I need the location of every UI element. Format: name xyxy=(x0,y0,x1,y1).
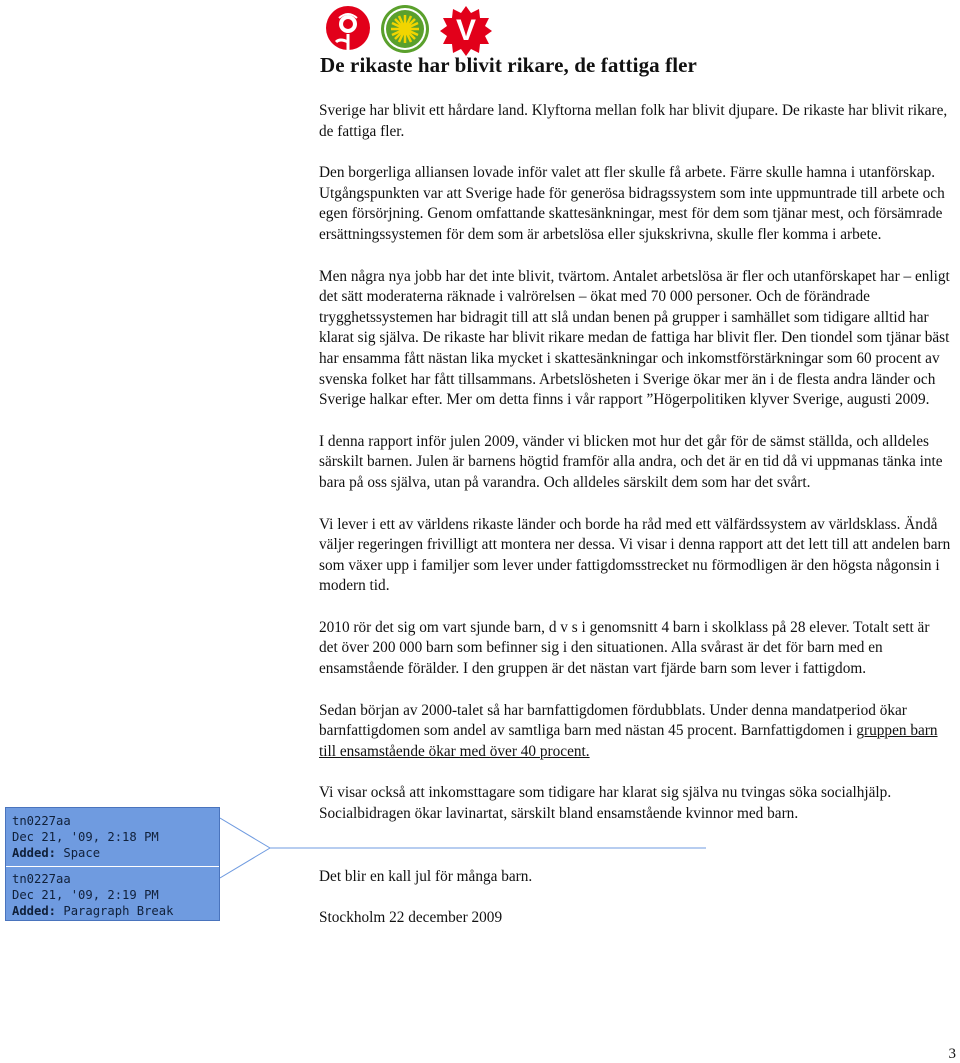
page-number: 3 xyxy=(948,1046,956,1062)
social-democrats-rose-logo xyxy=(322,4,374,56)
green-party-dandelion-logo xyxy=(378,4,432,56)
comment-action-label: Added: xyxy=(12,904,57,918)
comment-date: Dec 21, '09, 2:18 PM xyxy=(12,830,159,844)
paragraph-7 xyxy=(319,701,951,763)
paragraph-2: Den borgerliga alliansen lovade inför valet att fler skulle få arbete. Färre skulle hamna i utanförskap. Utgångspunkten var att Sverige hade för generösa bidragssystem som inte uppmuntrade till arbete och egen försörjning. Genom omfattande skattesänkningar, mest för dem som tjänar mest, och försämrade ersättningssystemen för dem som är arbetslösa eller sjukskrivna, skulle fler komma i arbete. xyxy=(319,164,945,243)
comment-connector-line xyxy=(220,815,720,885)
tracked-changes-balloon[interactable] xyxy=(5,807,220,921)
paragraph-6: 2010 rör det sig om vart sjunde barn, d v s i genomsnitt 4 barn i skolklass på 28 elever. Totalt sett är det över 200 000 barn som befinner sig i den situationen. Alla svårast är det för barn med en ensamstående förälder. I den gruppen är det nästan vart fjärde barn som lever i fattigdom. xyxy=(319,618,930,678)
comment-action-value: Space xyxy=(63,846,101,860)
paragraph-4: I denna rapport inför julen 2009, vänder vi blicken mot hur det går för de sämst ställda, och alldeles särskilt barnen. Julen är barnens högtid framför alla andra, och det är en tid då vi uppmanas tänka inte bara på oss själva, utan på varandra. Och alldeles särskilt dem som har det svårt. xyxy=(319,432,943,491)
place-date: Stockholm 22 december 2009 xyxy=(319,909,503,927)
tracked-change-text[interactable]: gruppen barn till ensamstående ökar med över 40 procent. xyxy=(319,722,938,760)
paragraph-3: Men några nya jobb har det inte blivit, tvärtom. Antalet arbetslösa är fler och utanförskapet har – enligt det sätt moderaterna räknade i valrörelsen – ökat med 70 000 personer. Och de förändrade trygghetssystemen har bidragit till att slå undan benen på grupper i samhället som tidigare alltid har klarat sig själva. De rikaste har blivit rikare medan de fattiga har blivit fler. Den tiondel som tjänar bäst har ensamma fått nästan lika mycket i skattesänkningar och inkomstförstärkningar som 60 procent av svenska folket har fått tillsammans. Arbetslösheten i Sverige ökar mer än i de flesta andra länder och Sverige halkar efter. Mer om detta finns i vår rapport ”Högerpolitiken klyver Sverige, augusti 2009. xyxy=(319,267,950,409)
comment-action xyxy=(12,845,219,861)
comment-action-label: Added: xyxy=(12,846,57,860)
comment-action-value: Paragraph Break xyxy=(63,904,174,918)
closing-line: Det blir en kall jul för många barn. xyxy=(319,867,533,885)
paragraph-1: Sverige har blivit ett hårdare land. Klyftorna mellan folk har blivit djupare. De rikaste har blivit rikare, de fattiga fler. xyxy=(319,102,948,140)
comment-date: Dec 21, '09, 2:19 PM xyxy=(12,888,159,902)
document-title: De rikaste har blivit rikare, de fattiga fler xyxy=(320,53,697,77)
left-party-v-logo xyxy=(440,4,492,56)
comment-author: tn0227aa xyxy=(12,814,71,828)
comment-2[interactable] xyxy=(6,866,219,919)
paragraph-5: Vi lever i ett av världens rikaste länder och borde ha råd med ett välfärdssystem av världsklass. Ändå väljer regeringen frivilligt att montera ner dessa. Vi visar i denna rapport att det lett till att andelen barn som växer upp i familjer som lever under fattigdomsstrecket nu förmodligen är den högsta någonsin i modern tid. xyxy=(319,515,951,595)
comment-action xyxy=(12,903,219,919)
paragraph-8: Vi visar också att inkomsttagare som tidigare har klarat sig själva nu tvingas söka socialhjälp. Socialbidragen ökar lavinartat, särskilt bland ensamstående kvinnor med barn. xyxy=(319,784,892,823)
left-party-v-letter: V xyxy=(455,14,477,47)
paragraph-7-text: Sedan början av 2000-talet så har barnfattigdomen fördubblats. Under denna mandatperiod ökar barnfattigdomen som andel av samtliga barn med nästan 45 procent. Barnfattigdomen i xyxy=(319,701,907,740)
comment-1[interactable] xyxy=(6,808,219,861)
comment-author: tn0227aa xyxy=(12,872,71,886)
